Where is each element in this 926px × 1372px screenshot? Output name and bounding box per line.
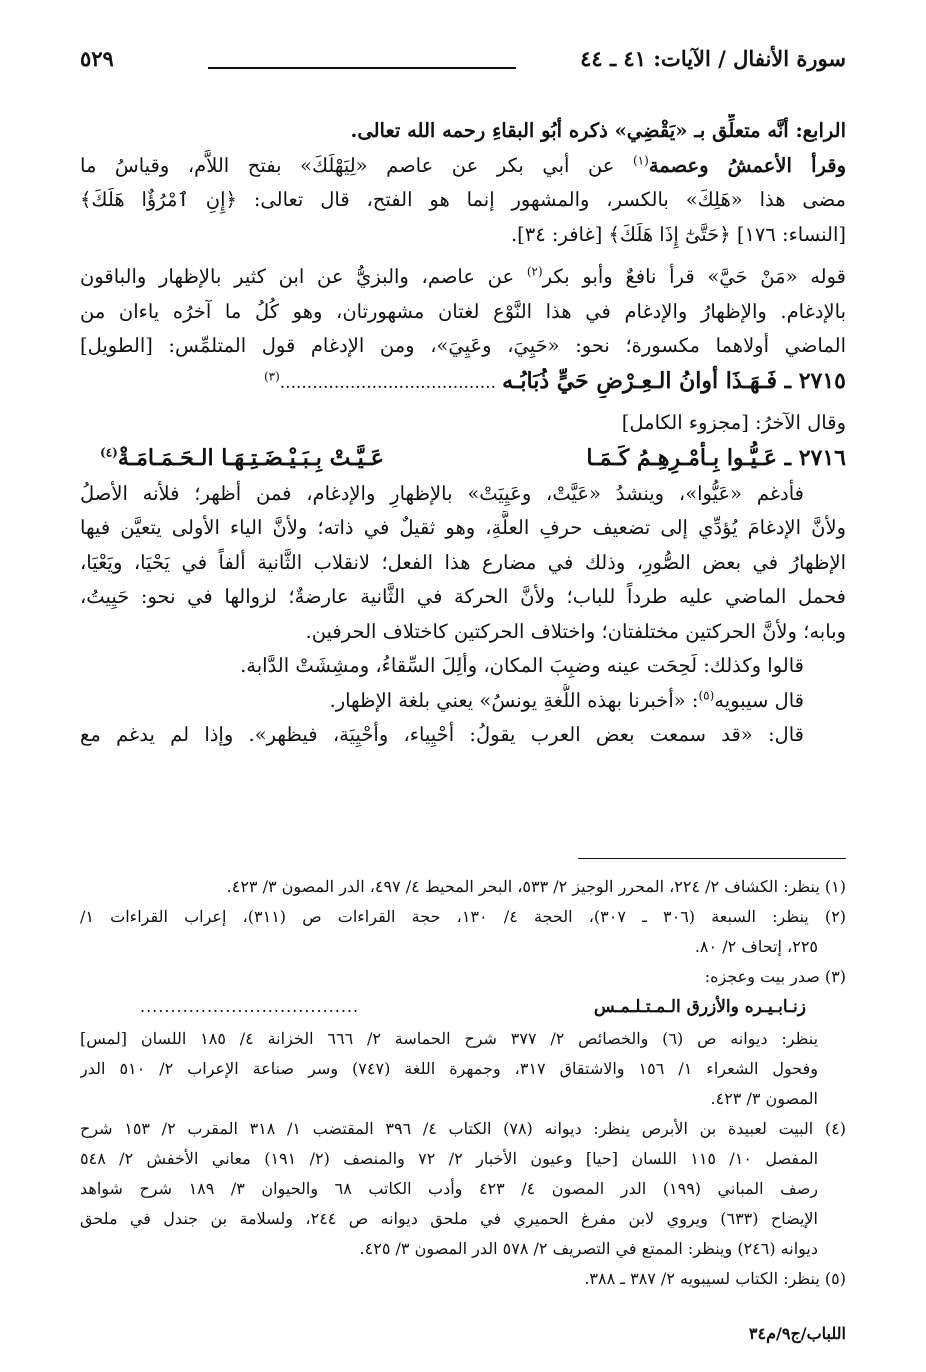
verse-line bbox=[80, 441, 846, 477]
footnote-2-cont: ٢٢٥، إتحاف ٢/ ٨٠. bbox=[694, 937, 818, 956]
footnote-ref[interactable]: (١) bbox=[632, 153, 649, 167]
footnote-ref[interactable]: (٣) bbox=[263, 369, 280, 383]
paragraph-line: بالإدغام. والإظهارُ والإدغام في هذا النَّوْع لغتان مشهورتان، وهو كُلُ ما آخرُه ياءان من bbox=[80, 299, 846, 323]
paragraph-line: ولأنَّ الإدغامَ يُؤدِّي إلى تضعيف حرفِ العلَّةِ، وهو ثقيلٌ في ذاته؛ ولأنَّ الياء الأولى يتعيَّن فيها bbox=[80, 516, 846, 539]
paragraph-line: وبابه؛ ولأنَّ الحركتين مختلفتان؛ واختلاف الحركتين كاختلاف الحرفين. bbox=[305, 619, 846, 643]
footnote-4-cont: الإيضاح (٦٣٣) ويروي لابن مفرغ الحميري في ملحق ديوانه ص ٢٤٤، ولسلامة بن جندل في ملحق bbox=[80, 1209, 819, 1228]
paragraph-line bbox=[80, 260, 846, 295]
page-number: ٥٢٩ bbox=[80, 46, 114, 71]
verse-dots: ........................................ bbox=[279, 372, 496, 393]
footnote-3: (٣) صدر بيت وعجزه: bbox=[704, 967, 846, 986]
verse-text: ٢٧١٥ ـ فَـهَـذَا أوانُ الـعِـرْضِ حَيٍّ ذُبَابُـه bbox=[502, 367, 846, 394]
paragraph-line bbox=[80, 149, 846, 184]
footnote-3-cont: المصون ٣/ ٤٢٣. bbox=[710, 1089, 818, 1108]
paragraph-line bbox=[80, 684, 846, 719]
footnote-4: (٤) البيت لعبيدة بن الأبرص ينظر: ديوانه (٧٨) الكتاب ٤/ ٣٩٦ المقتضب ١/ ٣١٨ المقرب ٢/ ١٥٣ شرح bbox=[80, 1119, 846, 1138]
running-title: سورة الأنفال / الآيات: ٤١ ـ ٤٤ bbox=[580, 46, 846, 71]
paragraph-line: وقال الآخرُ: [مجزوء الكامل] bbox=[621, 411, 846, 434]
paragraph-text: الرابع: أنَّه متعلِّق بـ «يَقْضِي» ذكره أبُو البقاءِ رحمه الله تعالى. bbox=[350, 119, 846, 142]
verse-text: عَـيَّـتْ بِـبَـيْـضَـتِـهَـا الـحَـمَـامَـةْ bbox=[117, 444, 384, 471]
footnotes bbox=[80, 872, 846, 1294]
paragraph-text: قال سيبويه bbox=[714, 688, 804, 712]
header-rule bbox=[208, 67, 516, 69]
paragraph-line: قال: «قد سمعت بعض العرب يقولُ: أحْيِياء، وأحْيِيَة، فيظهر». وإذا لم يدغم مع bbox=[80, 723, 804, 746]
footnote-ref[interactable]: (٤) bbox=[100, 445, 118, 460]
main-text bbox=[80, 114, 846, 753]
paragraph-text: عن أبي بكر عن عاصم «لِيَهْلَكَ» بفتح اللاَّم، وقياسُ ما bbox=[80, 153, 633, 177]
footnote-4-cont: المفصل ١٠/ ١١٥ اللسان [حيا] وعيون الأخبار ٢/ ٧٢ والمنصف (٢/ ١٩١) معاني الأخفش ٢/ ٥٤٨ bbox=[80, 1149, 819, 1168]
footnote-verse bbox=[80, 992, 846, 1024]
paragraph-line: فحمل الماضي عليه طرداً للباب؛ ولأنَّ الحركة في الثَّانية عارضةٌ؛ لزوالها في نحو: حَيِيتُ، bbox=[80, 585, 846, 608]
footnote-ref[interactable]: (٥) bbox=[698, 688, 715, 702]
paragraph-text: : «أخبرنا بهذه اللُّغةِ يونسُ» يعني بلغة الإظهار. bbox=[329, 688, 699, 712]
paragraph-text: قوله «مَنْ حَيَّ» قرأ نافعٌ وأبو بكر bbox=[542, 265, 846, 288]
paragraph-line: [النساء: ١٧٦] ﴿حَتَّىٰٓ إِذَا هَلَكَ﴾ [غافر: ٣٤]. bbox=[510, 222, 846, 246]
footnote-4-cont: رصف المباني (١٩٩) الدر المصون ٤/ ٤٢٣ وأدب الكاتب ٦٨ والحيوان ٣/ ١٨٩ شرح شواهد bbox=[80, 1179, 819, 1198]
paragraph-text: عن عاصم، والبزيُّ عن ابن كثير بالإظهار والباقون bbox=[80, 265, 527, 288]
footnote-2: (٢) ينظر: السبعة (٣٠٦ ـ ٣٠٧)، الحجة ٤/ ١٣٠، حجة القراءات ص (٣١١)، إعراب القراءات ١/ bbox=[80, 907, 846, 926]
footnote-verse-dots: .................................... bbox=[140, 997, 360, 1016]
footnote-3-cont: وفحول الشعراء ١/ ١٥٦ والاشتقاق ٣١٧، وجمهرة اللغة (٧٤٧) وسر صناعة الإعراب ٢/ ٥١٠ الدر bbox=[80, 1059, 819, 1078]
footnote-5: (٥) ينظر: الكتاب لسيبويه ٢/ ٣٨٧ ـ ٣٨٨. bbox=[584, 1269, 846, 1288]
page-header bbox=[80, 46, 846, 76]
paragraph-line: فأدغم «عَيُّوا»، وينشدُ «عَيَّتْ، وعَيِيَتْ» بالإظهارِ والإدغام، فمن أظهر؛ فلأنه الأصلُ bbox=[80, 481, 804, 505]
printer-signature: اللباب/ج٩/م٣٤ bbox=[748, 1324, 846, 1343]
paragraph-line: الإظهارُ في بعض الصُّورِ، وذلك في مضارع هذا الفعل؛ لانقلاب الثَّانية ألفاً في يَحْيَا، ويَعْيَا، bbox=[80, 550, 846, 574]
reader-names: وقرأ الأعمشُ وعصمة bbox=[648, 153, 846, 177]
footnote-4-cont: ديوانه (٢٤٦) وينظر: الممتع في التصريف ٢/ ٥٧٨ الدر المصون ٣/ ٤٢٥. bbox=[359, 1239, 818, 1258]
footnote-ref[interactable]: (٢) bbox=[526, 264, 543, 279]
verse-second-half bbox=[100, 441, 384, 476]
paragraph-line bbox=[80, 114, 846, 149]
verse-first-half: ٢٧١٦ ـ عَـيُّـوا بِـأمْـرِهِـمُ كَـمَـا bbox=[586, 444, 846, 471]
verse-line bbox=[80, 364, 846, 399]
footnote-3-cont: ينظر: ديوانه ص (٦) والخصائص ٢/ ٣٧٧ شرح الحماسة ٢/ ٦٦٦ الخزانة ٤/ ١٨٥ اللسان [لمس] bbox=[80, 1029, 819, 1048]
footnote-verse-text: زنـابـيـره والأزرق الـمـتـلـمـس bbox=[593, 997, 806, 1017]
paragraph-line: الماضي أولاهما مكسورة؛ نحو: «حَيِيَ، وعَيِيَ»، ومن الإدغام قول المتلمِّس: [الطويل] bbox=[80, 334, 846, 357]
paragraph-line: مضى هذا «هَلِكَ» بالكسر، والمشهور إنما هو الفتح، قال تعالى: ﴿إِنِ ٱمْرُؤٌا هَلَكَ﴾ bbox=[80, 188, 846, 211]
footnote-1: (١) ينظر: الكشاف ٢/ ٢٢٤، المحرر الوجيز ٢/ ٥٣٣، البحر المحيط ٤/ ٤٩٧، الدر المصون ٣/ ٤٢٣. bbox=[226, 877, 846, 896]
footnote-separator bbox=[578, 858, 846, 859]
paragraph-line: قالوا وكذلك: لَحِحَت عينه وضبِبَ المكان، وألِلَ السِّقاءُ، ومشِشَتْ الدَّابة. bbox=[240, 654, 804, 677]
